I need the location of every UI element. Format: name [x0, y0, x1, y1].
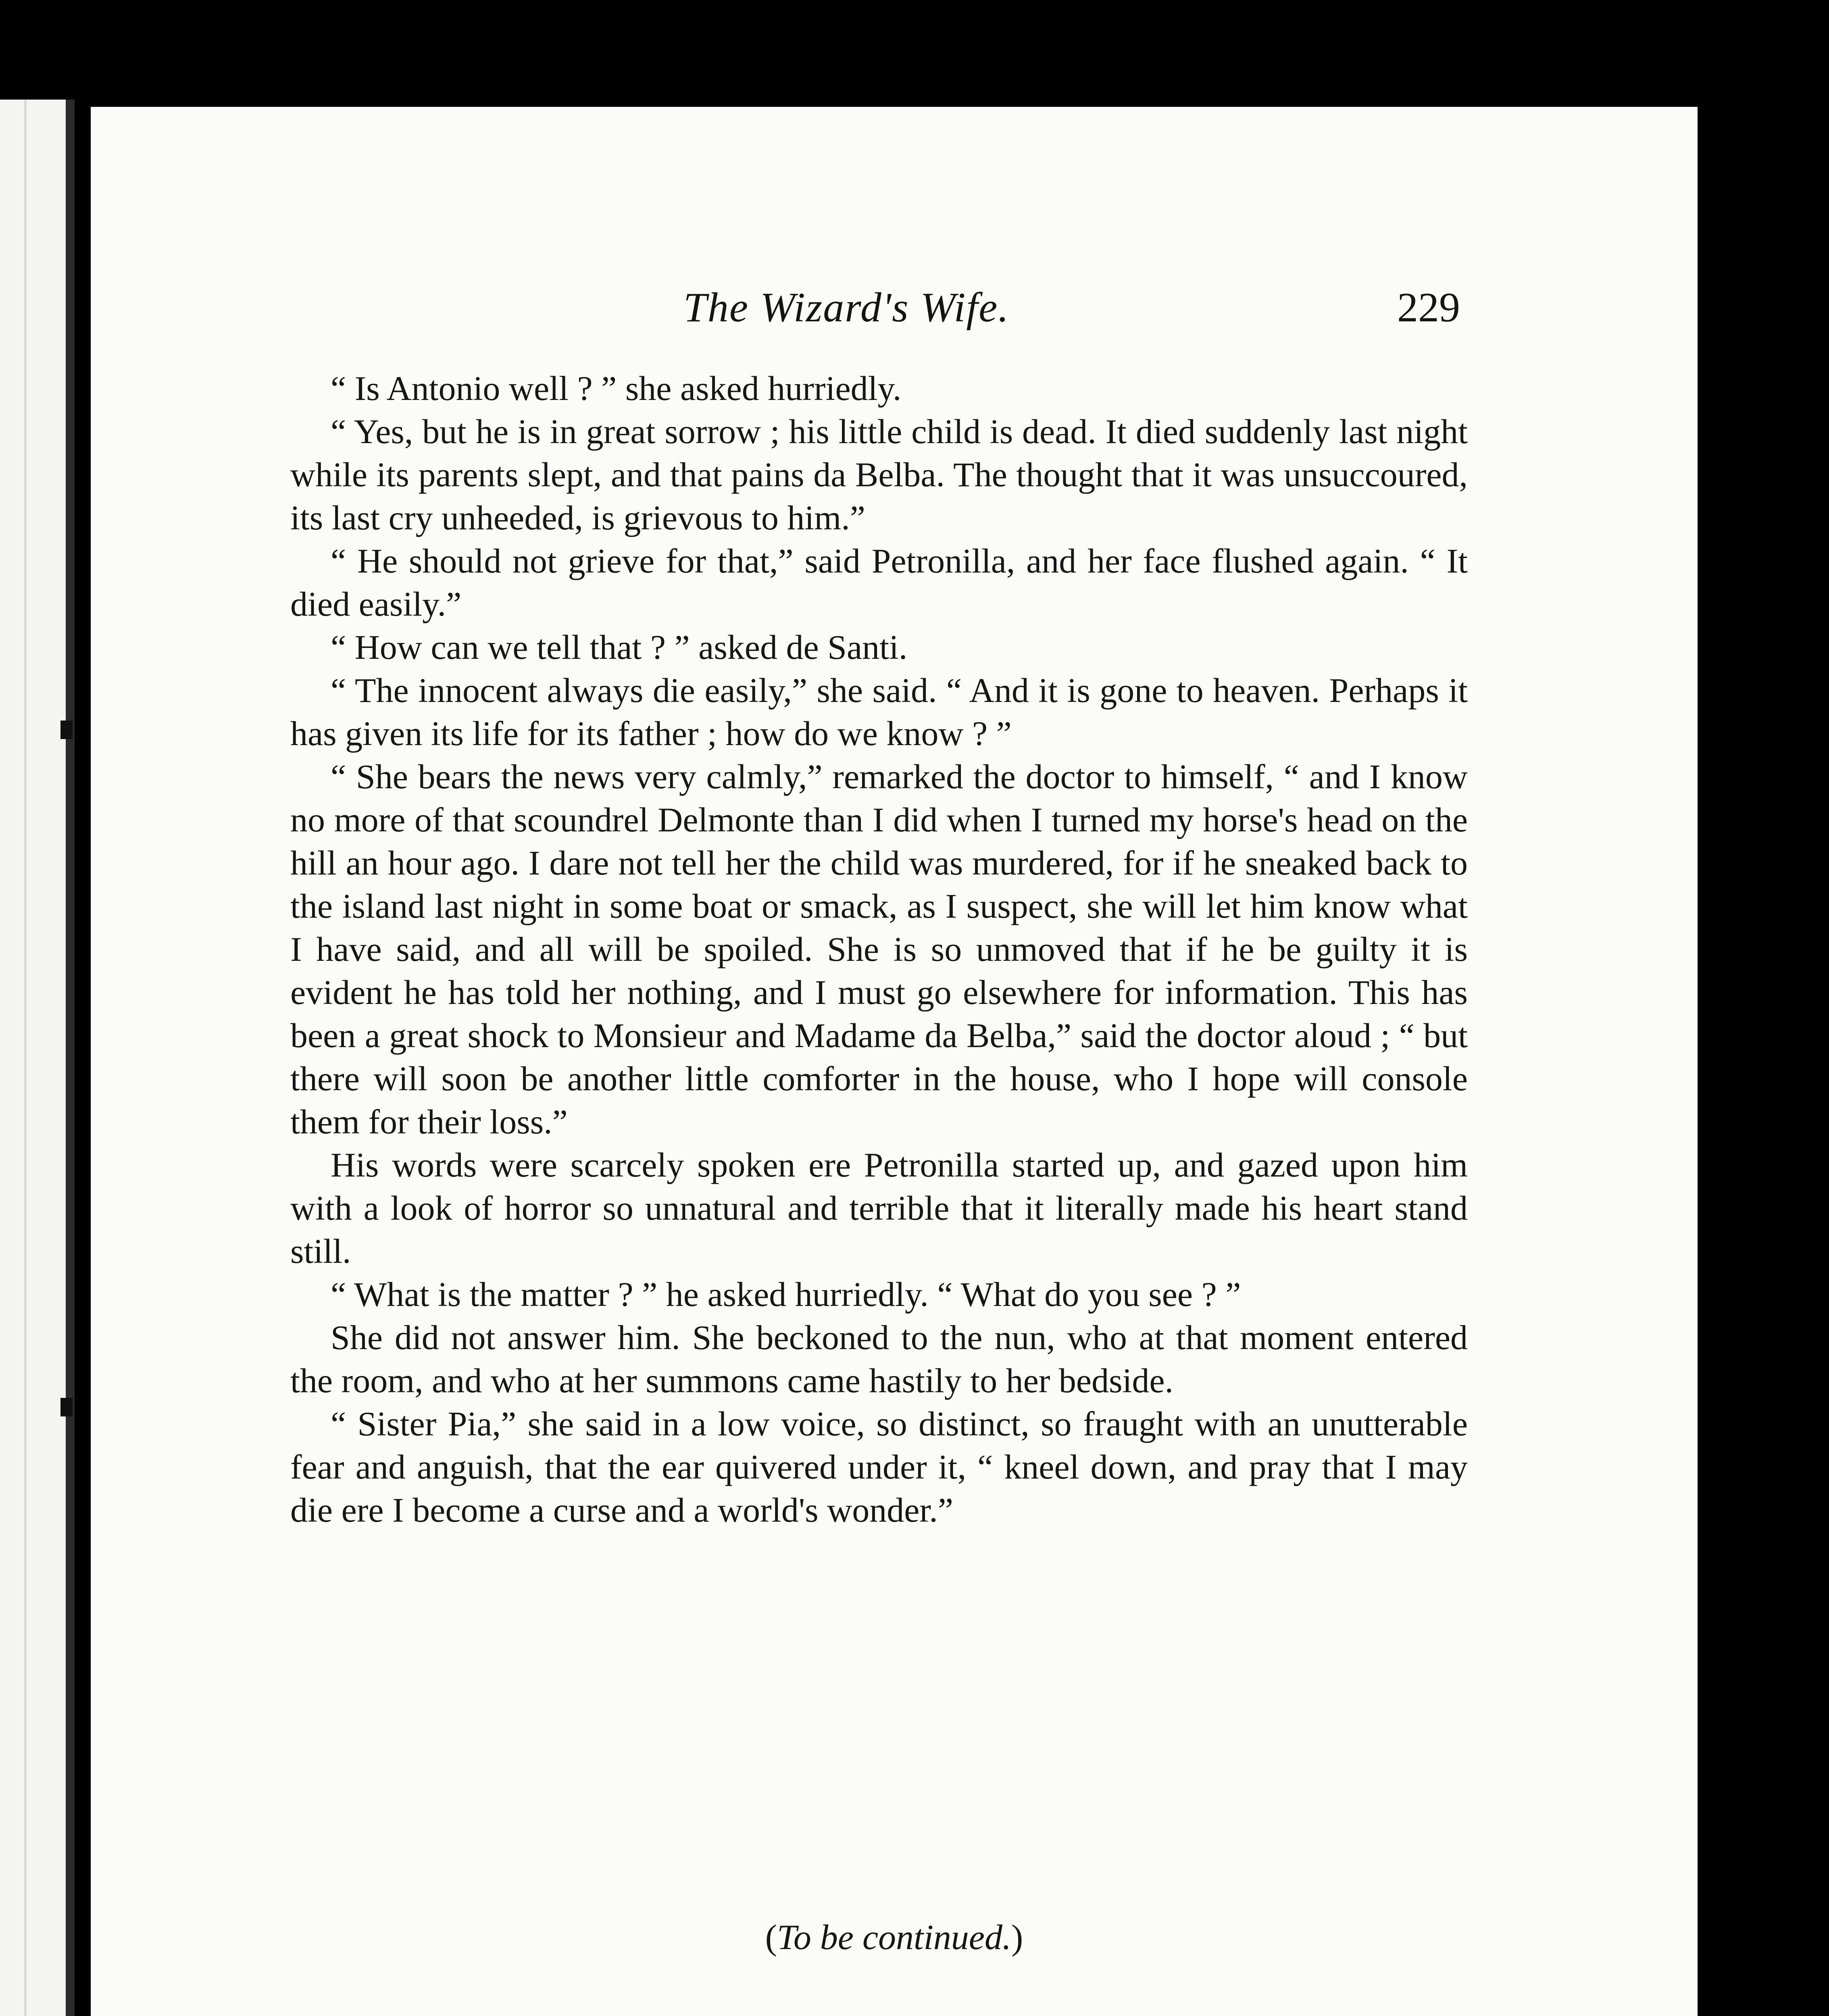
paragraph: “ She bears the news very calmly,” remarked the doctor to himself, “ and I know no more of that scoundrel Delmonte than I did when I turned my horse's head on the hill an hour ago. I dare not tell her the child was murdered, for if he sneaked back to the island last night in some boat or smack, as I suspect, she will let him know what I have said, and all will be spoiled. She is so unmoved that if he be guilty it is evident he has told her nothing, and I must go elsewhere for information. This has been a great shock to Monsieur and Madame da Belba,” said the doctor aloud ; “ but there will soon be another little comforter in the house, who I hope will console them for their loss.”: [290, 757, 1468, 1141]
paragraph: “ He should not grieve for that,” said Petronilla, and her face flushed again. “ It died easily.”: [290, 541, 1468, 623]
paragraph: She did not answer him. She beckoned to the nun, who at that moment entered the room, and who at her summons came hastily to her bedside.: [290, 1318, 1468, 1400]
paragraph: “ How can we tell that ? ” asked de Santi.: [331, 628, 908, 666]
paragraph: “ The innocent always die easily,” she said. “ And it is gone to heaven. Perhaps it has given its life for its father ; how do we know ? ”: [290, 671, 1468, 753]
body-text: [290, 367, 1468, 1532]
previous-page-edge: [0, 100, 75, 2016]
margin-mark: [60, 721, 73, 739]
book-page: [91, 107, 1698, 2016]
to-be-continued-text: To be continued.: [777, 1918, 1011, 1957]
paragraph: “ What is the matter ? ” he asked hurriedly. “ What do you see ? ”: [331, 1275, 1241, 1314]
paragraph: His words were scarcely spoken ere Petronilla started up, and gazed upon him with a look of horror so unnatural and terrible that it literally made his heart stand still.: [290, 1145, 1468, 1270]
page-number: 229: [1397, 284, 1460, 331]
page-gutter-line: [24, 100, 27, 2016]
paragraph: “ Sister Pia,” she said in a low voice, so distinct, so fraught with an unutterable fear and anguish, that the ear quivered under it, “ kneel down, and pray that I may die ere I become a curse and a world's wonder.”: [290, 1404, 1468, 1529]
to-be-continued: (To be continued.): [765, 1918, 1023, 1957]
running-title: The Wizard's Wife.: [683, 284, 1010, 331]
running-head: [91, 283, 1698, 348]
paragraph: “ Yes, but he is in great sorrow ; his little child is dead. It died suddenly last night while its parents slept, and that pains da Belba. The thought that it was unsuccoured, its last cry unheeded, is grievous to him.”: [290, 412, 1468, 537]
margin-mark: [60, 1398, 73, 1416]
paragraph: “ Is Antonio well ? ” she asked hurriedly.: [331, 369, 902, 408]
